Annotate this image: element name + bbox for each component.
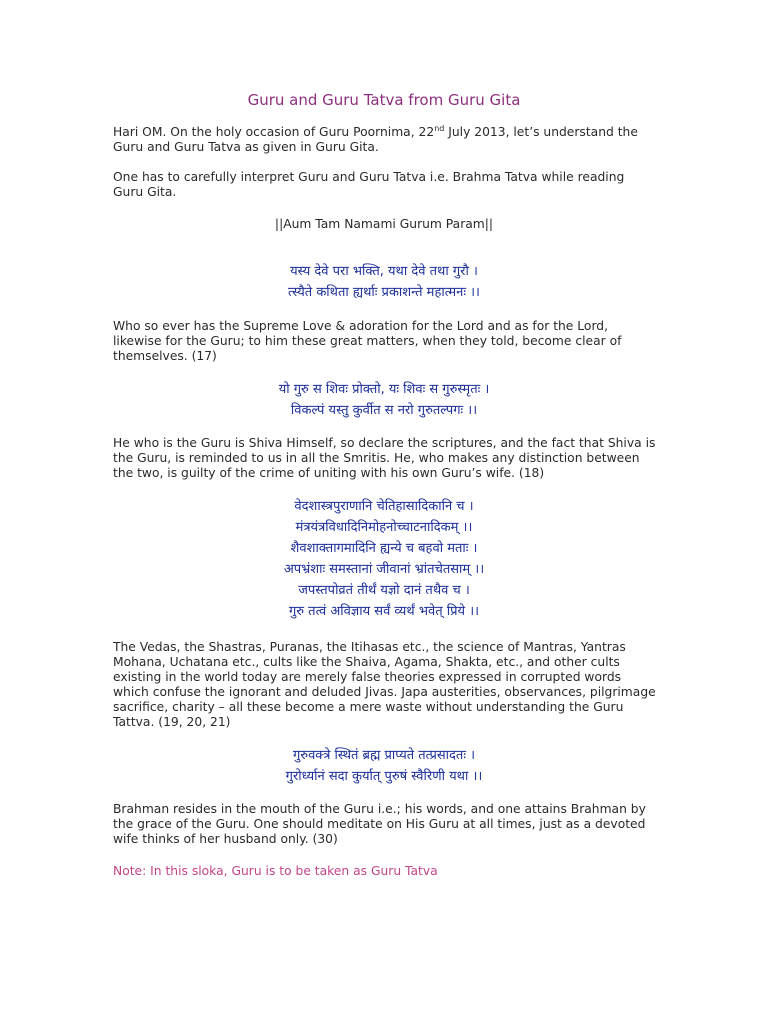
sloka-line: त्स्यैते कथिता ह्यर्थाः प्रकाशन्ते महात्मनः ।। <box>288 285 480 300</box>
sloka-line: यस्य देवे परा भक्ति, यथा देवे तथा गुरौ । <box>290 264 478 279</box>
page-title: Guru and Guru Tatva from Guru Gita <box>247 91 521 109</box>
intro-text-start: Hari OM. On the holy occasion of Guru Poornima, 22 <box>113 125 435 139</box>
sloka-line: जपस्तपोव्रतं तीर्थं यज्ञो दानं तथैव च । <box>298 583 470 598</box>
sloka-30 <box>0 745 768 787</box>
sloka-line: गुरोर्ध्यानं सदा कुर्यात् पुरुषं स्वैरिणी यथा ।। <box>285 769 483 784</box>
sloka-line: अपभ्रंशाः समस्तानां जीवानां भ्रांतचेतसाम् ।। <box>283 562 485 577</box>
translation-paragraph-18: He who is the Guru is Shiva Himself, so declare the scriptures, and the fact that Shiva is the Guru, is reminded to us in all the Smritis. He, who makes any distinction between the two, is guilty of the crime of uniting with his own Guru’s wife. (18) <box>113 436 656 480</box>
sloka-line: मंत्रयंत्रविधादिनिमोहनोच्चाटनादिकम् ।। <box>295 520 473 535</box>
translation-paragraph-30: Brahman resides in the mouth of the Guru i.e.; his words, and one attains Brahman by the grace of the Guru. One should meditate on His Guru at all times, just as a devoted wife thinks of her husband only. (30) <box>113 802 646 846</box>
mantra-line: ||Aum Tam Namami Gurum Param|| <box>274 217 494 231</box>
sloka-line: शैवशाक्तागमादिनि ह्यन्ये च बहवो मताः । <box>290 541 478 556</box>
date-ordinal-suffix: nd <box>434 124 445 133</box>
translation-paragraph-19-21: The Vedas, the Shastras, Puranas, the Itihasas etc., the science of Mantras, Yantras Mohana, Uchatana etc., cults like the Shaiva, Agama, Shakta, etc., and other cults existing in the world today are merely false theories expressed in corrupted words which confuse the ignorant and deluded Jivas. Japa austerities, observances, pilgrimage sacrifice, charity – all these become a mere waste without understanding the Guru Tattva. (19, 20, 21) <box>113 640 656 729</box>
sloka-line: गुरु तत्वं अविज्ञाय सर्वं व्यर्थं भवेत् प्रिये ।। <box>288 604 480 619</box>
sloka-18 <box>0 379 768 421</box>
sloka-line: विकल्पं यस्तु कुर्वीत स नरो गुरुतल्पगः ।। <box>290 403 478 418</box>
sloka-line: वेदशास्त्रपुराणानि चेतिहासादिकानि च । <box>294 499 474 514</box>
sloka-line: गुरुवक्त्रे स्थितं ब्रह्म प्राप्यते तत्प्रसादतः । <box>292 748 476 763</box>
interpretation-paragraph: One has to carefully interpret Guru and Guru Tatva i.e. Brahma Tatva while reading Guru Gita. <box>113 170 625 199</box>
sloka-19-21 <box>0 496 768 622</box>
note-text: Note: In this sloka, Guru is to be taken as Guru Tatva <box>113 864 438 878</box>
sloka-line: यो गुरु स शिवः प्रोक्तो, यः शिवः स गुरुस्मृतः । <box>278 382 490 397</box>
translation-paragraph-17: Who so ever has the Supreme Love & adoration for the Lord and as for the Lord, likewise for the Guru; to him these great matters, when they told, become clear of themselves. (17) <box>113 319 622 363</box>
sloka-17 <box>0 261 768 303</box>
intro-paragraph <box>113 125 658 155</box>
intro-text-end: July 2013, let’s understand the Guru and Guru Tatva as given in Guru Gita. <box>113 125 638 154</box>
